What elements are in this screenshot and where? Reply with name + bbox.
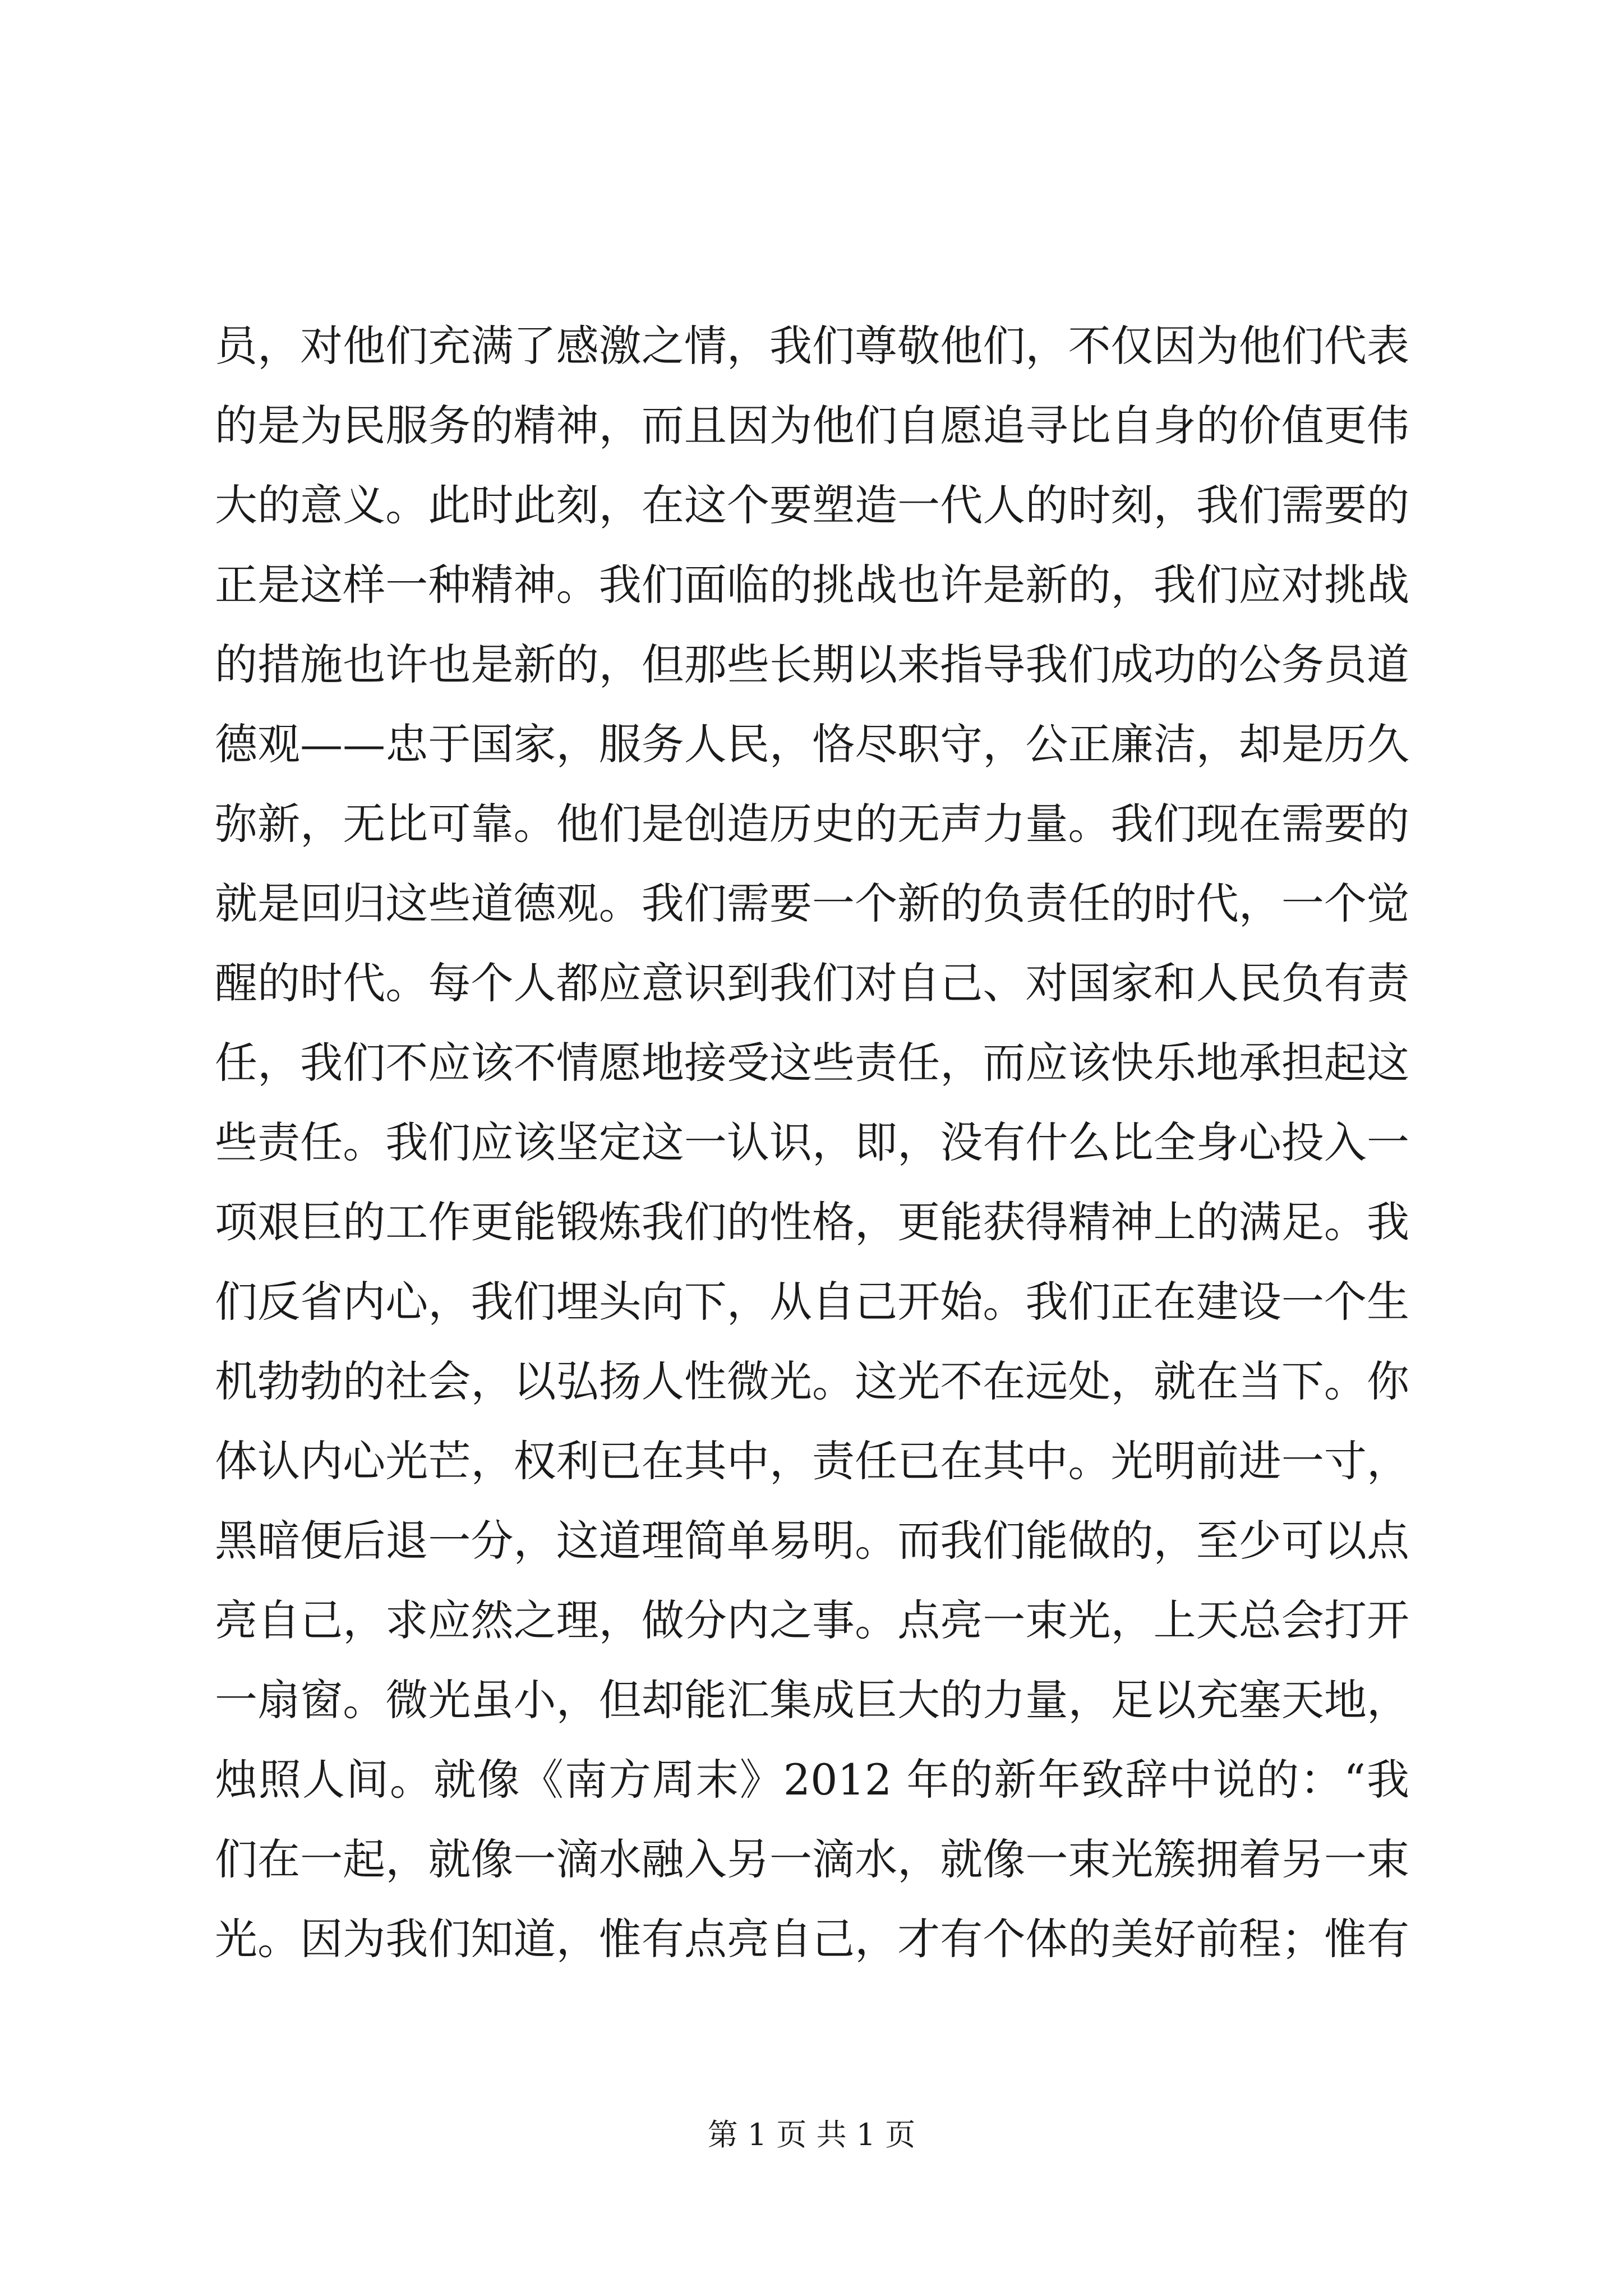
text-line: 的是为民服务的精神，而且因为他们自愿追寻比自身的价值更伟 (215, 401, 1409, 450)
text-line: 正是这样一种精神。我们面临的挑战也许是新的，我们应对挑战 (215, 560, 1409, 610)
text-line: 黑暗便后退一分，这道理简单易明。而我们能做的，至少可以点 (215, 1516, 1409, 1566)
text-line: 德观——忠于国家，服务人民，恪尽职守，公正廉洁，却是历久 (215, 719, 1409, 769)
text-line: 烛照人间。就像《南方周末》2012 年的新年致辞中说的：“我 (215, 1755, 1409, 1805)
text-line: 项艰巨的工作更能锻炼我们的性格，更能获得精神上的满足。我 (215, 1197, 1409, 1247)
text-line: 的措施也许也是新的，但那些长期以来指导我们成功的公务员道 (215, 639, 1409, 689)
text-line: 员，对他们充满了感激之情，我们尊敬他们，不仅因为他们代表 (215, 321, 1409, 371)
page-number-label: 第 1 页 共 1 页 (707, 2117, 916, 2152)
text-line: 一扇窗。微光虽小，但却能汇集成巨大的力量，足以充塞天地， (215, 1675, 1409, 1725)
page-footer (0, 2113, 1623, 2157)
text-line: 机勃勃的社会，以弘扬人性微光。这光不在远处，就在当下。你 (215, 1356, 1409, 1406)
text-line: 光。因为我们知道，惟有点亮自己，才有个体的美好前程；惟有 (215, 1914, 1409, 1964)
text-line: 大的意义。此时此刻，在这个要塑造一代人的时刻，我们需要的 (215, 480, 1409, 530)
text-line: 亮自己，求应然之理，做分内之事。点亮一束光，上天总会打开 (215, 1595, 1409, 1645)
text-line: 些责任。我们应该坚定这一认识，即，没有什么比全身心投入一 (215, 1117, 1409, 1167)
text-line: 就是回归这些道德观。我们需要一个新的负责任的时代，一个觉 (215, 878, 1409, 928)
text-line: 们在一起，就像一滴水融入另一滴水，就像一束光簇拥着另一束 (215, 1834, 1409, 1884)
text-line: 弥新，无比可靠。他们是创造历史的无声力量。我们现在需要的 (215, 799, 1409, 849)
text-line: 们反省内心，我们埋头向下，从自己开始。我们正在建设一个生 (215, 1277, 1409, 1327)
text-line: 醒的时代。每个人都应意识到我们对自己、对国家和人民负有责 (215, 958, 1409, 1008)
text-line: 任，我们不应该不情愿地接受这些责任，而应该快乐地承担起这 (215, 1038, 1409, 1088)
text-line: 体认内心光芒，权利已在其中，责任已在其中。光明前进一寸， (215, 1436, 1409, 1486)
